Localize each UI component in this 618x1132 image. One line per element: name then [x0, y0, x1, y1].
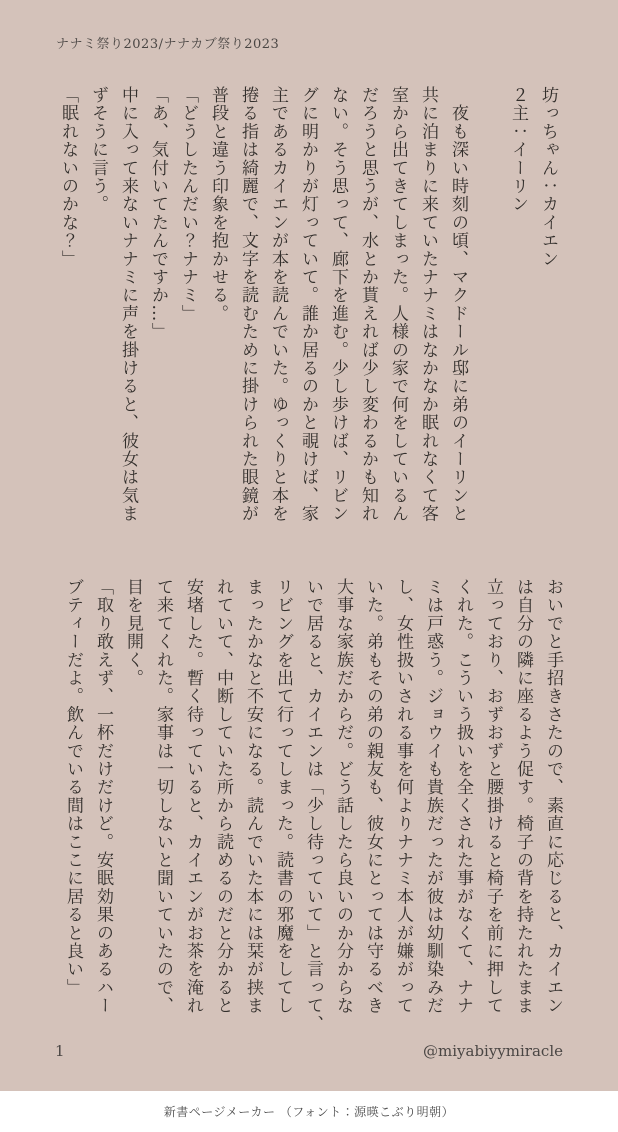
text-line: おいでと手招きさたので、素直に応じると、カイエン — [543, 578, 563, 1015]
footer-bar — [0, 1091, 618, 1132]
text-line: 立っており、おずおずと腰掛けると椅子を前に押して — [483, 578, 503, 1015]
text-line — [473, 86, 503, 538]
text-line: いた。弟もその弟の親友も、彼女にとっては守るべき — [363, 578, 383, 1015]
text-line: 「眠れないのかな？」 — [58, 86, 78, 268]
text-line: 「取り敢えず、一杯だけだけど。安眠効果のあるハー — [93, 578, 113, 1015]
text-line: だろうと思うが、水とか貰えれば少し変わるかも知れ — [358, 86, 378, 523]
text-line: 夜も深い時刻の頃、マクドール邸に弟のイーリンと — [448, 86, 468, 523]
page-header-title: ナナミ祭り2023/ナナカブ祭り2023 — [56, 37, 280, 52]
text-block-bottom — [58, 578, 568, 1040]
text-line: 共に泊まりに来ていたナナミはなかなか眠れなくて客 — [418, 86, 438, 523]
text-line: 捲る指は綺麗で、文字を読むために掛けられた眼鏡が — [238, 86, 258, 523]
page-number: 1 — [55, 1042, 65, 1060]
text-line: ２主：イーリン — [508, 86, 528, 214]
text-line: 普段と違う印象を抱かせる。 — [208, 86, 228, 323]
text-line: リビングを出て行ってしまった。読書の邪魔をしてし — [273, 578, 293, 1015]
text-line: ミは戸惑う。ジョウイも貴族だったが彼は幼馴染みだ — [423, 578, 443, 1015]
text-line: 主であるカイエンが本を読んでいた。ゆっくりと本を — [268, 86, 288, 523]
text-line: くれた。こういう扱いを全くされた事がなくて、ナナ — [453, 578, 473, 1015]
text-line: 「あ、気付いてたんですか…」 — [148, 86, 168, 341]
text-line: て来てくれた。家事は一切しないと聞いていたので、 — [153, 578, 173, 1015]
text-line: 大事な家族だからだ。どう話したら良いのか分からな — [333, 578, 353, 1015]
text-line: ない。そう思って、廊下を進む。少し歩けば、リビン — [328, 86, 348, 523]
text-line: し、女性扱いされる事を何よりナナミ本人が嫌がって — [393, 578, 413, 1015]
text-line: まったかなと不安になる。読んでいた本には栞が挟ま — [243, 578, 263, 1015]
text-line: ずそうに言う。 — [88, 86, 108, 214]
text-line: いで居ると、カイエンは「少し待っていて」と言って、 — [303, 578, 323, 1033]
author-handle: @miyabiyymiracle — [423, 1042, 563, 1060]
text-line: れていて、中断していた所から読めるのだと分かると — [213, 578, 233, 1015]
text-line: 中に入って来ないナナミに声を掛けると、彼女は気ま — [118, 86, 138, 523]
generator-credit: 新書ページメーカー （フォント：源暎こぶり明朝） — [163, 1105, 455, 1119]
text-line: ブティーだよ。飲んでいる間はここに居ると良い」 — [63, 578, 83, 997]
text-line: 安堵した。暫く待っていると、カイエンがお茶を淹れ — [183, 578, 203, 1015]
text-line: 「どうしたんだい？ナナミ」 — [178, 86, 198, 323]
text-line: 坊っちゃん：カイエン — [538, 86, 558, 268]
text-line: は自分の隣に座るよう促す。椅子の背を持たれたまま — [513, 578, 533, 1015]
text-block-top — [53, 86, 563, 538]
text-line: 目を見開く。 — [123, 578, 143, 688]
text-line: グに明かりが灯っていて。誰か居るのかと覗けば、家 — [298, 86, 318, 523]
text-line: 室から出てきてしまった。人様の家で何をしているん — [388, 86, 408, 523]
